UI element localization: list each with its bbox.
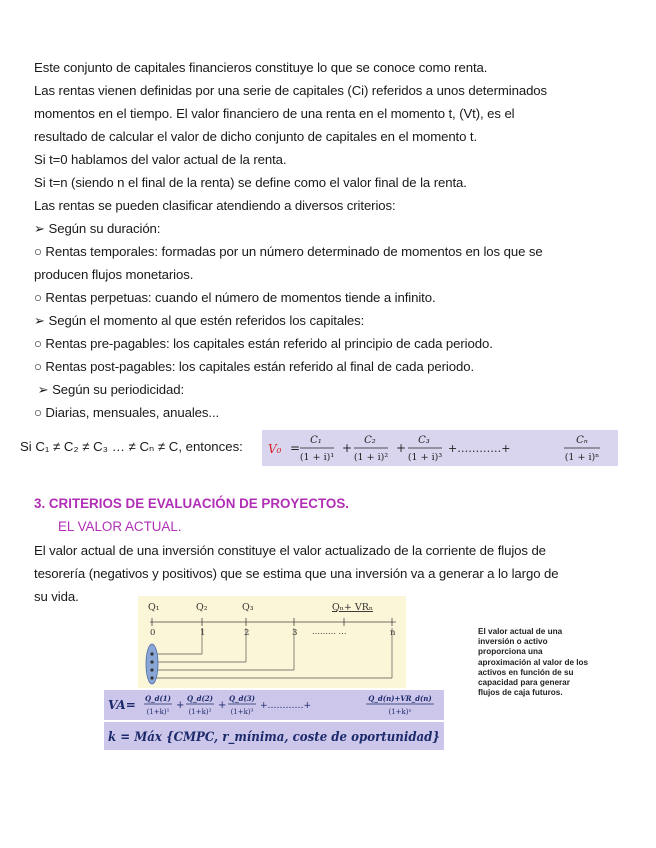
side-note-line: flujos de caja futuros. — [478, 688, 563, 698]
va-term-den: (1+k)³ — [230, 708, 254, 716]
paragraph-line: Las rentas vienen definidas por una serie de capitales (Ci) referidos a unos determinados — [34, 83, 548, 98]
side-note-line: El valor actual de una — [478, 627, 563, 636]
va-formula-dots: +…………+ — [260, 701, 312, 711]
svg-text:+: + — [342, 441, 353, 455]
paragraph-line: Si t=0 hablamos del valor actual de la renta. — [34, 152, 287, 167]
timeline-flow-label: Q₁ — [148, 602, 160, 613]
renta-formula-row — [20, 430, 610, 466]
side-note-line: capacidad para generar — [478, 678, 570, 688]
k-formula — [104, 722, 444, 750]
paragraph-line: El valor actual de una inversión constituye el valor actualizado de la corriente de flujos de — [34, 543, 546, 558]
svg-text:+: + — [396, 441, 407, 455]
formula-dots: +…………+ — [448, 442, 511, 455]
va-term-den: (1+k)ⁿ — [388, 708, 412, 716]
formula-term-den: (1 + i)ⁿ — [564, 452, 600, 463]
side-note-line: proporciona una — [478, 647, 543, 657]
formula-lhs: V₀ — [268, 442, 282, 456]
bullet-criterion: ➢ Según el momento al que estén referidos los capitales: — [34, 313, 365, 328]
section-subheading: EL VALOR ACTUAL. — [58, 519, 182, 534]
formula-term-den: (1 + i)³ — [407, 452, 443, 463]
svg-text:+: + — [218, 700, 227, 711]
paragraph-line: tesorería (negativos y positivos) que se estima que una inversión va a generar a lo largo de — [34, 566, 559, 581]
bullet-item: ○ Rentas pre-pagables: los capitales están referido al principio de cada periodo. — [34, 336, 493, 351]
formula-term-den: (1 + i)¹ — [299, 452, 335, 463]
va-term-den: (1+k)² — [188, 708, 212, 716]
timeline-tick-label: 1 — [200, 628, 206, 638]
paragraph-line: producen flujos monetarios. — [34, 267, 194, 282]
timeline-tick-label: 2 — [244, 628, 250, 638]
paragraph-line: Si t=n (siendo n el final de la renta) se define como el valor final de la renta. — [34, 175, 467, 190]
bullet-item: ○ Diarias, mensuales, anuales... — [34, 405, 220, 420]
formula-intro: Si C₁ ≠ C₂ ≠ C₃ … ≠ Cₙ ≠ C, entonces: — [20, 439, 243, 454]
timeline-diagram — [138, 596, 406, 688]
va-term-den: (1+k)¹ — [146, 708, 170, 716]
paragraph-line: Este conjunto de capitales financieros constituye lo que se conoce como renta. — [34, 60, 488, 75]
timeline-tick-label: n — [390, 628, 396, 638]
va-term-num: Q_d(1) — [145, 694, 171, 703]
va-formula — [104, 690, 444, 720]
svg-text:+: + — [176, 700, 185, 711]
timeline-dots: ……… … — [312, 627, 347, 636]
cash-flow-timeline — [138, 596, 406, 688]
renta-formula — [262, 430, 618, 466]
bullet-item: ○ Rentas post-pagables: los capitales están referido al final de cada periodo. — [34, 359, 475, 374]
va-term-num: Q_d(n)+VR_d(n) — [368, 694, 432, 703]
va-formula-box — [104, 690, 444, 720]
va-term-num: Q_d(3) — [229, 694, 255, 703]
formula-term-den: (1 + i)² — [353, 452, 389, 463]
paragraph-line: momentos en el tiempo. El valor financiero de una renta en el momento t, (Vt), es el — [34, 106, 515, 121]
timeline-flow-label: Q₃ — [242, 602, 254, 613]
bullet-criterion: ➢ Según su duración: — [34, 221, 161, 236]
k-formula-text: k = Máx {CMPC, r_mínima, coste de oportunidad} — [108, 730, 440, 745]
formula-term-num: Cₙ — [576, 435, 588, 446]
formula-term-num: C₁ — [310, 435, 322, 446]
svg-text:=: = — [290, 441, 301, 455]
formula-term-num: C₃ — [418, 435, 430, 446]
bullet-item: ○ Rentas temporales: formadas por un número determinado de momentos en los que se — [34, 244, 543, 259]
paragraph-line: resultado de calcular el valor de dicho conjunto de capitales en el momento t. — [34, 129, 478, 144]
side-note-line: aproximación al valor de los — [478, 657, 589, 667]
bullet-item: ○ Rentas perpetuas: cuando el número de momentos tiende a infinito. — [34, 290, 436, 305]
va-term-num: Q_d(2) — [187, 694, 213, 703]
side-note — [478, 627, 618, 698]
formula-term-num: C₂ — [364, 435, 376, 446]
paragraph-line: su vida. — [34, 589, 79, 604]
timeline-flow-label: Qₙ+ VRₙ — [332, 602, 374, 613]
timeline-flow-label: Q₂ — [196, 602, 208, 613]
side-note-line: inversión o activo — [478, 637, 548, 647]
timeline-tick-label: 0 — [150, 628, 156, 638]
paragraph-line: Las rentas se pueden clasificar atendiendo a diversos criterios: — [34, 198, 396, 213]
side-note-line: activos en función de su — [478, 667, 574, 677]
section-heading: 3. CRITERIOS DE EVALUACIÓN DE PROYECTOS. — [34, 496, 349, 511]
bullet-criterion: ➢ Según su periodicidad: — [34, 382, 185, 397]
va-formula-lhs: VA= — [108, 698, 136, 712]
renta-formula-box — [262, 430, 618, 466]
timeline-tick-label: 3 — [292, 628, 298, 638]
k-formula-box — [104, 722, 444, 750]
